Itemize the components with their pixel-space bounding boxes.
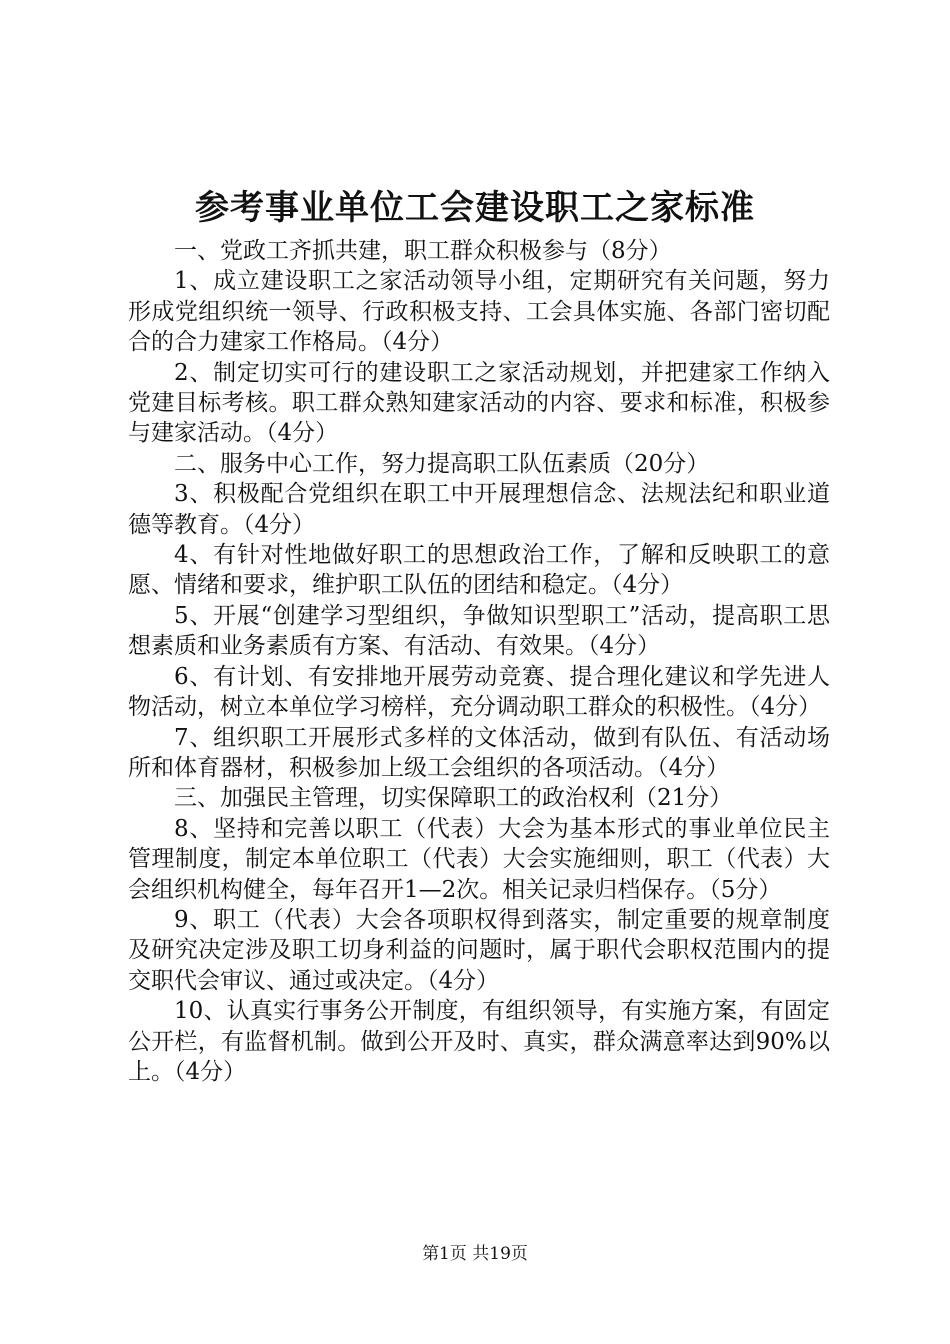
- paragraph: 5、开展“创建学习型组织，争做知识型职工”活动，提高职工思想素质和业务素质有方案、有活动、有效果。（4分）: [128, 602, 830, 660]
- paragraph: 3、积极配合党组织在职工中开展理想信念、法规法纪和职业道德等教育。（4分）: [128, 481, 830, 538]
- section-heading: 一、党政工齐抓共建，职工群众积极参与（8分）: [174, 238, 672, 264]
- section-heading: 三、加强民主管理，切实保障职工的政治权利（21分）: [174, 785, 733, 812]
- page-number-footer: 第1页 共19页: [422, 1244, 528, 1264]
- paragraph: 2、制定切实可行的建设职工之家活动规划，并把建家工作纳入党建目标考核。职工群众熟知建家活动的内容、要求和标准，积极参与建家活动。（4分）: [128, 359, 830, 447]
- paragraph: 4、有针对性地做好职工的思想政治工作，了解和反映职工的意愿、情绪和要求，维护职工队伍的团结和稳定。（4分）: [128, 542, 830, 599]
- section-heading: 二、服务中心工作，努力提高职工队伍素质（20分）: [174, 450, 710, 477]
- paragraph: 9、职工（代表）大会各项职权得到落实，制定重要的规章制度及研究决定涉及职工切身利益的问题时，属于职代会职权范围内的提交职代会审议、通过或决定。（4分）: [128, 906, 830, 994]
- paragraph: 10、认真实行事务公开制度，有组织领导，有实施方案，有固定公开栏，有监督机制。做到公开及时、真实，群众满意率达到90%以上。（4分）: [128, 998, 830, 1085]
- document-body: [128, 236, 830, 1087]
- paragraph: 1、成立建设职工之家活动领导小组，定期研究有关问题，努力形成党组织统一领导、行政积极支持、工会具体实施、各部门密切配合的合力建家工作格局。（4分）: [128, 268, 830, 356]
- page-title: 参考事业单位工会建设职工之家标准: [195, 188, 755, 228]
- paragraph: 6、有计划、有安排地开展劳动竞赛、提合理化建议和学先进人物活动，树立本单位学习榜样，充分调动职工群众的积极性。（4分）: [128, 663, 830, 721]
- paragraph: 7、组织职工开展形式多样的文体活动，做到有队伍、有活动场所和体育器材，积极参加上级工会组织的各项活动。（4分）: [128, 724, 830, 781]
- paragraph: 8、坚持和完善以职工（代表）大会为基本形式的事业单位民主管理制度，制定本单位职工（代表）大会实施细则，职工（代表）大会组织机构健全，每年召开1—2次。相关记录归档保存。（5分）: [128, 815, 830, 903]
